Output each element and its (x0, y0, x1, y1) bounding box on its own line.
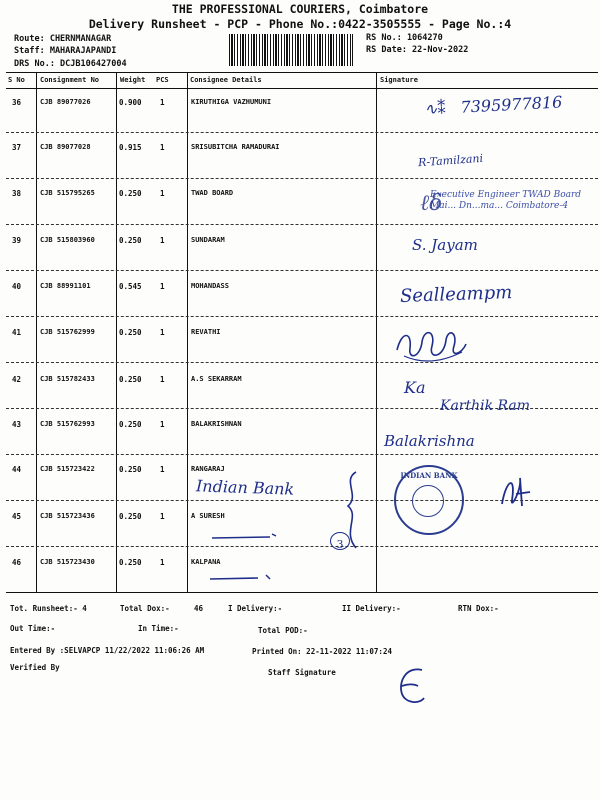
cell-weight: 0.250 (119, 420, 142, 429)
row-separator (6, 224, 598, 225)
cell-consignee: A SURESH (191, 512, 225, 520)
col-header-sno: S No (8, 76, 25, 84)
stamp-line: Executive Engineer TWAD Board (430, 190, 582, 200)
rtn-dox: RTN Dox:- (458, 604, 499, 613)
handwritten-phone: 7395977816 (460, 92, 563, 117)
column-divider (187, 72, 188, 592)
signature-40: Sealleampm (399, 282, 513, 307)
cell-sno: 40 (12, 282, 22, 291)
entered-by: Entered By :SELVAPCP 11/22/2022 11:06:26 AM (10, 646, 205, 655)
cell-sno: 37 (12, 143, 22, 152)
drs-number: DRS No.: DCJB106427004 (14, 59, 127, 69)
cell-weight: 0.250 (119, 375, 142, 384)
out-time: Out Time:- (10, 624, 56, 633)
table-top-rule (6, 72, 598, 73)
total-dox-label: Total Dox:- (120, 604, 170, 613)
column-divider (116, 72, 117, 592)
circled-number-text: 3 (336, 538, 344, 551)
cell-sno: 39 (12, 236, 22, 245)
signature-44 (496, 470, 536, 514)
in-time: In Time:- (138, 624, 179, 633)
ii-delivery: II Delivery:- (342, 604, 401, 613)
stamp-line: Mai... Dn...ma... Coimbatore-4 (430, 201, 569, 211)
signature-scribble: ∿⁑ (423, 98, 446, 119)
cell-consignment: CJB 88991101 (40, 282, 91, 290)
cell-consignee: KIRUTHIGA VAZHUMUNI (191, 98, 272, 106)
cell-consignee: A.S SEKARRAM (191, 375, 242, 383)
cell-consignee: MOHANDASS (191, 282, 229, 290)
signature-38: ℓδ (420, 191, 443, 216)
cell-weight: 0.250 (119, 328, 142, 337)
column-divider (36, 72, 37, 592)
cell-sno: 45 (12, 512, 22, 521)
cell-consignment: CJB 515723422 (40, 465, 95, 473)
total-dox-value: 46 (194, 604, 204, 613)
bank-stamp (394, 465, 464, 535)
cell-weight: 0.915 (119, 143, 142, 152)
signature-37: R-Tamilzani (417, 151, 484, 170)
table-bottom-rule (6, 592, 598, 593)
cell-pcs: 1 (160, 465, 165, 474)
cell-pcs: 1 (160, 512, 165, 521)
col-header-weight: Weight (120, 76, 146, 84)
signature-41 (392, 320, 470, 366)
rs-date: RS Date: 22-Nov-2022 (366, 45, 469, 55)
staff-label: Staff: MAHARAJAPANDI (14, 46, 117, 56)
verified-by: Verified By (10, 663, 60, 672)
cell-pcs: 1 (160, 420, 165, 429)
cell-consignment: CJB 515723436 (40, 512, 95, 520)
cell-consignment: CJB 515803960 (40, 236, 95, 244)
col-header-consignee: Consignee Details (190, 76, 262, 84)
cell-sno: 46 (12, 558, 22, 567)
staff-signature (392, 662, 432, 712)
cell-weight: 0.545 (119, 282, 142, 291)
cell-weight: 0.250 (119, 465, 142, 474)
column-divider (376, 72, 377, 592)
cell-consignment: CJB 515723430 (40, 558, 95, 566)
cell-consignment: CJB 515782433 (40, 375, 95, 383)
cell-sno: 38 (12, 189, 22, 198)
handwritten-bank-note: Indian Bank (195, 476, 295, 499)
route-label: Route: CHERNMANAGAR (14, 34, 112, 44)
signature-42-name: Karthik Ram (440, 398, 531, 414)
cell-consignment: CJB 515795265 (40, 189, 95, 197)
signature-46-dash (208, 568, 288, 587)
cell-pcs: 1 (160, 189, 165, 198)
cell-consignment: CJB 515762993 (40, 420, 95, 428)
signature-43: Balakrishna (384, 432, 475, 450)
stamp-inner-ring (412, 485, 444, 517)
row-separator (6, 362, 598, 363)
cell-pcs: 1 (160, 98, 165, 107)
col-header-signature: Signature (380, 76, 418, 84)
cell-consignee: TWAD BOARD (191, 189, 234, 197)
cell-pcs: 1 (160, 328, 165, 337)
document-subtitle: Delivery Runsheet - PCP - Phone No.:0422-3505555 - Page No.:4 (88, 17, 512, 31)
row-separator (6, 454, 598, 455)
signature-45-dash (210, 526, 290, 546)
document-title: THE PROFESSIONAL COURIERS, Coimbatore (171, 2, 429, 16)
barcode-image (229, 34, 353, 66)
col-header-pcs: PCS (156, 76, 169, 84)
cell-weight: 0.250 (119, 236, 142, 245)
cell-pcs: 1 (160, 143, 165, 152)
total-runsheet: Tot. Runsheet:- 4 (10, 604, 87, 613)
cell-consignment: CJB 515762999 (40, 328, 95, 336)
signature-42-initial: Ka (404, 378, 426, 397)
cell-consignment: CJB 89077026 (40, 98, 91, 106)
signature-39: S. Jayam (412, 236, 478, 254)
cell-consignee: REVATHI (191, 328, 221, 336)
rs-number: RS No.: 1064270 (366, 33, 443, 43)
cell-pcs: 1 (160, 236, 165, 245)
signature-36 (424, 92, 563, 118)
cell-weight: 0.250 (119, 189, 142, 198)
cell-sno: 41 (12, 328, 22, 337)
printed-on: Printed On: 22-11-2022 11:07:24 (252, 647, 392, 656)
col-header-consignment: Consignment No (40, 76, 100, 84)
cell-sno: 36 (12, 98, 22, 107)
office-stamp-38 (430, 190, 581, 212)
cell-sno: 42 (12, 375, 22, 384)
header-bottom-rule (6, 88, 598, 89)
cell-pcs: 1 (160, 282, 165, 291)
cell-consignment: CJB 89077028 (40, 143, 91, 151)
staff-signature-label: Staff Signature (268, 668, 336, 677)
i-delivery: I Delivery:- (228, 604, 283, 613)
cell-pcs: 1 (160, 375, 165, 384)
total-pod: Total POD:- (258, 626, 308, 635)
cell-consignee: RANGARAJ (191, 465, 225, 473)
row-separator (6, 178, 598, 179)
circled-number (330, 532, 350, 550)
cell-weight: 0.900 (119, 98, 142, 107)
stamp-text: INDIAN BANK (400, 471, 458, 480)
cell-consignee: SUNDARAM (191, 236, 225, 244)
cell-sno: 44 (12, 465, 22, 474)
cell-sno: 43 (12, 420, 22, 429)
cell-consignee: KALPANA (191, 558, 221, 566)
row-separator (6, 270, 598, 271)
cell-consignee: SRISUBITCHA RAMADURAI (191, 143, 280, 151)
cell-weight: 0.250 (119, 558, 142, 567)
cell-pcs: 1 (160, 558, 165, 567)
cell-consignee: BALAKRISHNAN (191, 420, 242, 428)
row-separator (6, 316, 598, 317)
cell-weight: 0.250 (119, 512, 142, 521)
row-separator (6, 132, 598, 133)
row-separator (6, 546, 598, 547)
